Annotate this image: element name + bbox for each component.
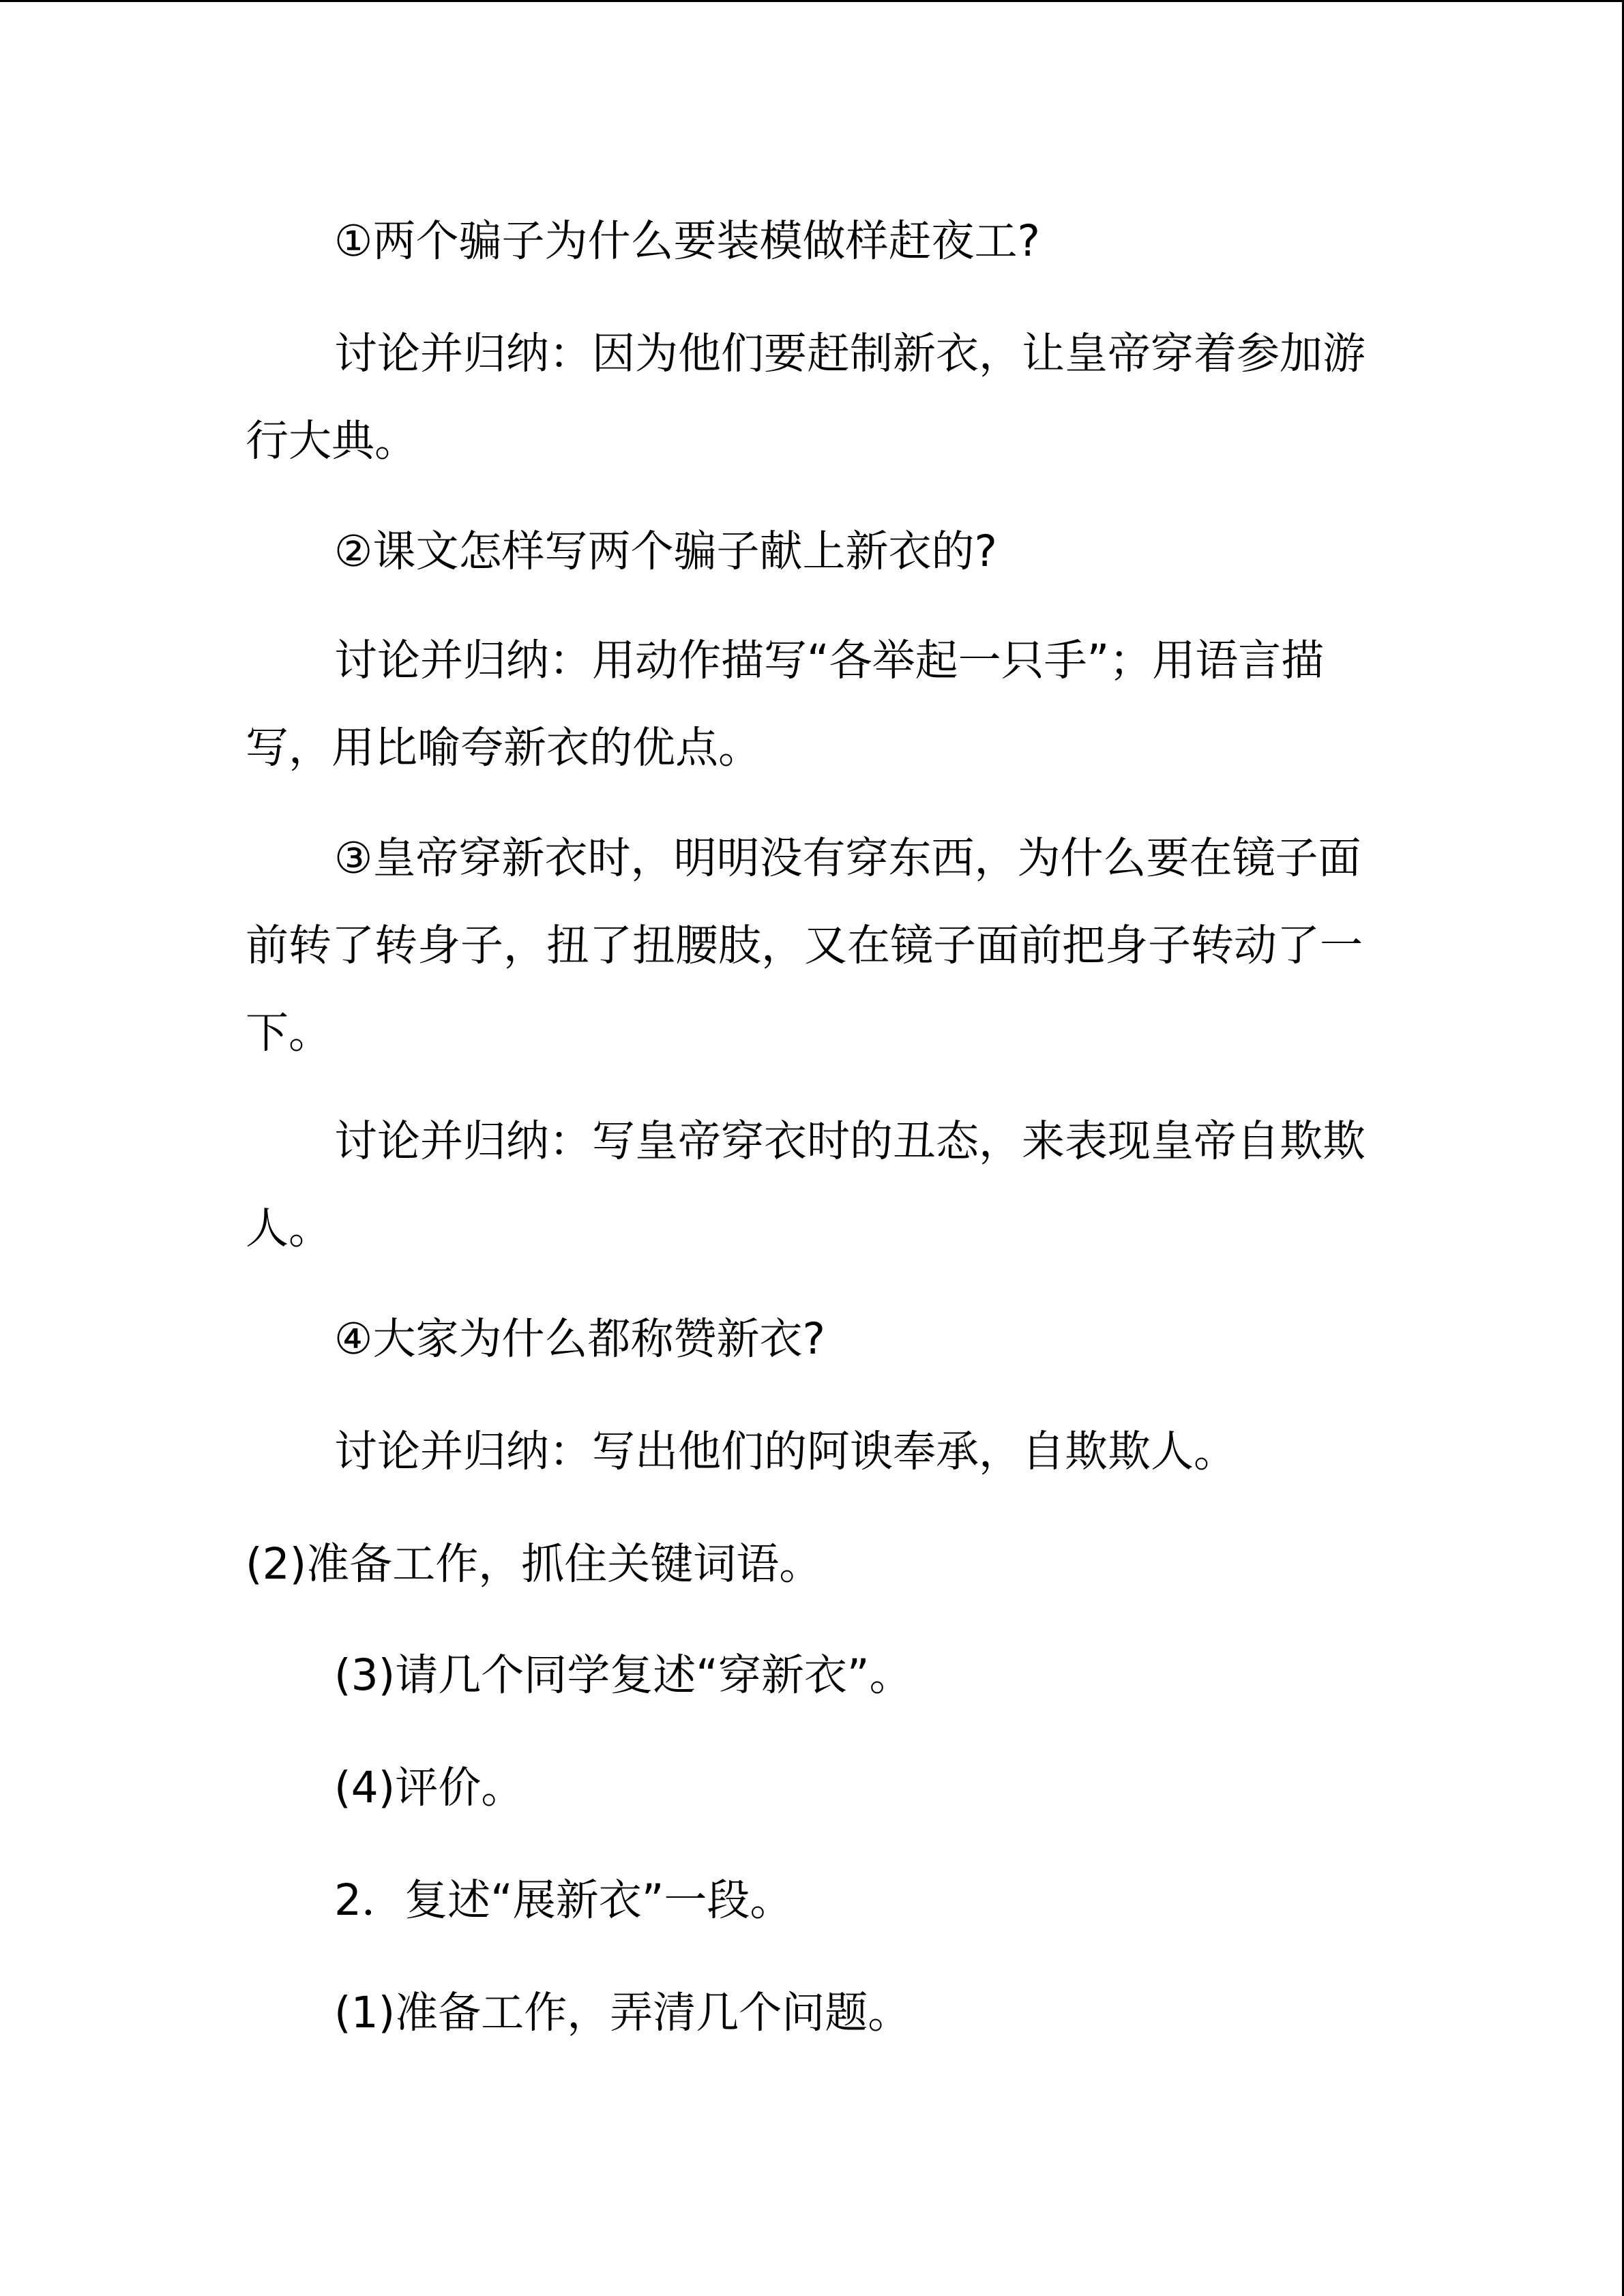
question-2: ②课文怎样写两个骗子献上新衣的? [334,526,997,576]
answer-3: 讨论并归纳：写皇帝穿衣时的丑态，来表现皇帝自欺欺人。 [246,1116,1365,1253]
question-3: ③皇帝穿新衣时，明明没有穿东西，为什么要在镜子面前转了转身子，扭了扭腰肢，又在镜子面前把身子转动了一下。 [246,833,1363,1058]
answer-1: 讨论并归纳：因为他们要赶制新衣，让皇帝穿着参加游行大典。 [246,329,1365,466]
section-2-step-1: (1)准备工作，弄清几个问题。 [334,1988,911,2038]
step-2-prepare: (2)准备工作，抓住关键词语。 [246,1539,823,1589]
question-4: ④大家为什么都称赞新衣? [334,1314,825,1364]
answer-2: 讨论并归纳：用动作描写“各举起一只手”；用语言描写，用比喻夸新衣的优点。 [246,636,1325,773]
answer-4: 讨论并归纳：写出他们的阿谀奉承，自欺欺人。 [334,1427,1237,1476]
step-3-retell: (3)请几个同学复述“穿新衣”。 [334,1650,913,1700]
question-1: ①两个骗子为什么要装模做样赶夜工? [334,216,1040,266]
section-2-heading: 2．复述“展新衣”一段。 [334,1875,793,1925]
step-4-evaluate: (4)评价。 [334,1763,525,1813]
